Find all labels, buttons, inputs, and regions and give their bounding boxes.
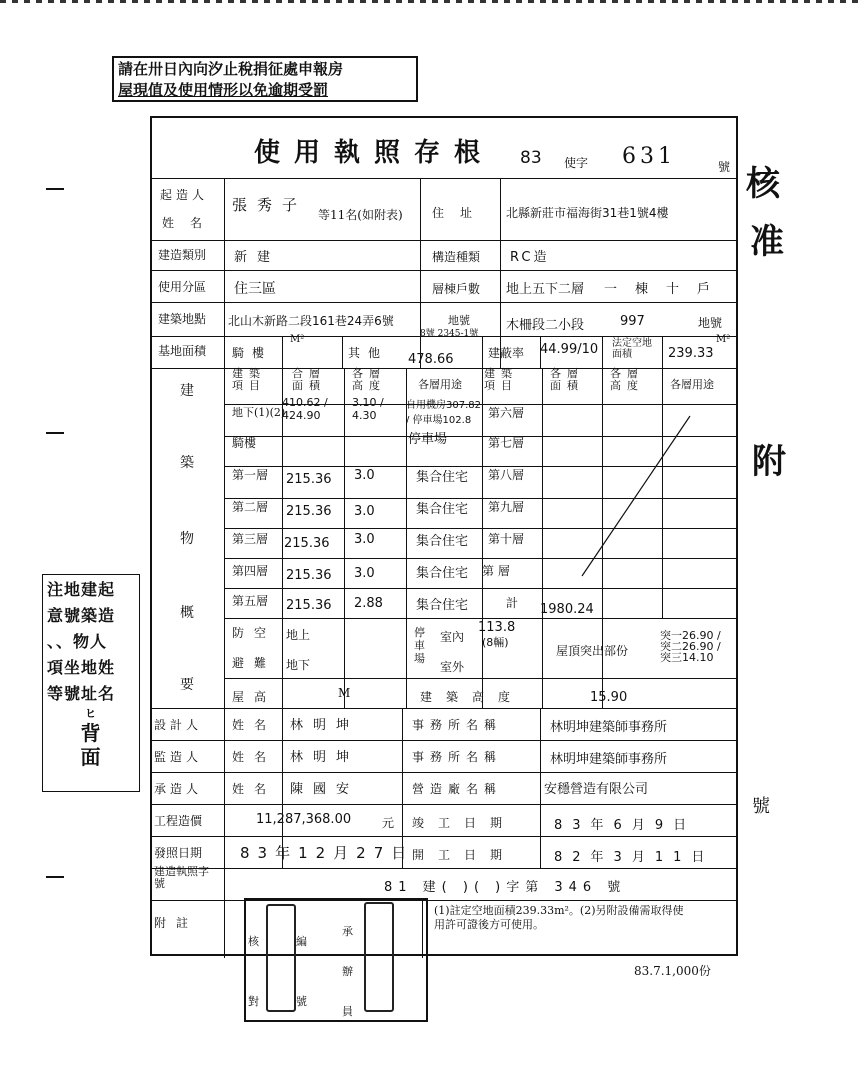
site-value: 北山木新路二段161巷24弄6號: [228, 314, 394, 328]
right-margin-char-1: 核: [746, 164, 780, 204]
officer-stamp-1: [266, 904, 296, 1012]
floor-use-4: 集合住宅: [416, 566, 469, 581]
owner-extra: 等11名(如附表): [318, 208, 403, 222]
base-label: 基地面積: [158, 344, 207, 358]
notice-line-2: 屋現值及使用情形以免逾期受罰: [118, 81, 329, 99]
floor-area-5: 215.36: [286, 598, 332, 613]
scan-mark: [46, 188, 64, 190]
designer-office-label: 事務所名稱: [412, 718, 503, 732]
floor-item-1: 第一層: [232, 468, 269, 482]
permit-year: 83: [520, 148, 542, 168]
parking-indoor-value: 113.8: [478, 620, 516, 635]
floor-height-3: 3.0: [354, 532, 375, 547]
floor-use-5: 集合住宅: [416, 598, 469, 613]
side-char-2: 築: [180, 455, 194, 471]
permit-number: 631: [622, 144, 676, 169]
floor-area-b: 410.62 / 424.90: [282, 396, 328, 422]
print-info: 83.7.1,000份: [634, 964, 711, 978]
start-label: 開工日期: [412, 848, 517, 862]
issue-date: 83年12月27日: [240, 844, 415, 862]
supervisor-role: 監造人: [154, 750, 203, 764]
notice-line-1: 請在卅日內向汐止稅捐征處申報房: [118, 60, 344, 78]
building-height-label: 建築高度: [420, 690, 525, 704]
floors-value: 地上五下二層: [506, 282, 585, 297]
contractor-name: 陳國安: [290, 782, 360, 797]
tax-notice: [112, 56, 418, 102]
supervisor-office-label: 事務所名稱: [412, 750, 503, 764]
parking-outdoor: 室外: [440, 660, 465, 674]
owner-label-1: 起造人: [160, 188, 209, 202]
floor-area-2: 215.36: [286, 504, 332, 519]
start-date: 82年3月11日: [554, 850, 715, 865]
side-note-back-2: 面: [80, 745, 102, 769]
floor-height-4: 3.0: [354, 566, 375, 581]
right-margin-char-4: 號: [752, 796, 770, 817]
designer-role: 設計人: [154, 718, 203, 732]
lot-area: 木柵段二小段: [506, 318, 585, 333]
floor-use-2: 集合住宅: [416, 502, 469, 517]
remarks-label: 附註: [154, 916, 199, 930]
remarks-text-2: 用許可證後方可使用。: [434, 918, 544, 931]
floor-item2-10: 第十層: [488, 532, 525, 546]
side-char-5: 要: [180, 677, 194, 693]
col-head-1: 建築項目: [232, 367, 266, 392]
completion-date: 83年6月9日: [554, 818, 697, 833]
zone-value: 住三區: [234, 281, 276, 297]
scan-mark: [46, 876, 64, 878]
side-note-line-2: 意號築造: [47, 606, 116, 625]
col-head-5: 建築項目: [484, 367, 518, 392]
shelter-label-2: 避難: [232, 656, 277, 670]
shelter-below: 地下: [286, 658, 311, 672]
contractor-role: 承造人: [154, 782, 203, 796]
floor-height-1: 3.0: [354, 468, 375, 483]
floor-item-5: 第五層: [232, 594, 269, 608]
owner-address: 北縣新莊市福海街31巷1號4樓: [506, 206, 669, 220]
floor-area-3: 215.36: [284, 536, 330, 551]
cost-label: 工程造價: [154, 814, 203, 828]
ratio-label: 建蔽率: [488, 346, 525, 360]
side-note-line-3: 、、物人: [47, 632, 108, 651]
floor-height-b: 3.10 / 4.30: [352, 396, 384, 422]
supervisor-office: 林明坤建築師事務所: [550, 752, 668, 767]
lot-suffix: 地號: [698, 316, 723, 330]
base-unit-1: M²: [290, 334, 305, 345]
designer-name: 林明坤: [290, 718, 360, 733]
cost-unit: 元: [382, 816, 395, 830]
floor-use-b: 自用機房307.82 / 停車場102.8: [406, 400, 481, 426]
floor-item2-9: 第九層: [488, 500, 525, 514]
house-height-label: 屋高: [232, 690, 277, 704]
side-char-3: 物: [180, 531, 194, 547]
base-area: 478.66: [408, 352, 454, 367]
floor-total-label: 計: [506, 596, 519, 610]
floor-use-arcade: 停車場: [408, 432, 448, 447]
floor-use-3: 集合住宅: [416, 534, 469, 549]
col-head-8: 各層用途: [670, 378, 714, 391]
struct-label: 構造種類: [432, 250, 481, 264]
form-title: 使用執照存根: [254, 138, 495, 168]
floor-item2-6: 第六層: [488, 406, 525, 420]
owner-label-2: 姓名: [162, 216, 219, 230]
side-note-line-1: 注地建起: [47, 580, 116, 599]
zone-label: 使用分區: [158, 280, 207, 294]
side-note-mark: ヒ: [85, 707, 97, 720]
floor-item-3: 第三層: [232, 532, 269, 546]
side-note-line-4: 項坐地姓: [47, 658, 116, 677]
parking-label: 停車場: [414, 626, 425, 665]
strike-line: [542, 406, 692, 586]
parking-indoor: 室內: [440, 630, 465, 644]
scan-mark: [46, 432, 64, 434]
type-value: 新建: [234, 250, 281, 265]
site-label: 建築地點: [158, 312, 207, 326]
base-a: 騎樓: [232, 346, 273, 360]
floor-item2-8: 第八層: [488, 468, 525, 482]
supervisor-name-label: 姓名: [232, 750, 277, 764]
open-value: 239.33: [668, 346, 714, 361]
col-head-3: 各層高度: [352, 367, 386, 392]
struct-value: RC造: [510, 250, 550, 265]
side-note-line-5: 等號址名: [47, 684, 116, 703]
open-label: 法定空地面積: [612, 338, 652, 360]
floor-item-b: 地下(1)(2): [232, 406, 286, 419]
shelter-above: 地上: [286, 628, 311, 642]
col-head-4: 各層用途: [418, 378, 462, 391]
seal-label-3: 承辦員: [342, 925, 353, 1018]
floor-item-arcade: 騎樓: [232, 436, 257, 450]
col-head-2: 合層面積: [292, 367, 326, 392]
side-char-1: 建: [180, 383, 194, 399]
roof-values: 突一26.90 / 突二26.90 / 突三14.10: [660, 629, 721, 664]
completion-label: 竣工日期: [412, 816, 517, 830]
floor-item2-n: 第 層: [482, 564, 510, 578]
ratio-value: 44.99/10: [540, 342, 599, 357]
permit-value: 81 建( )( )字第 346 號: [384, 880, 627, 895]
building-height: 15.90: [590, 690, 628, 705]
contractor-firm: 安穩營造有限公司: [544, 782, 649, 797]
permit-label: 建造執照字號: [154, 865, 209, 890]
scan-edge: [0, 0, 864, 3]
contractor-name-label: 姓名: [232, 782, 277, 796]
lot-label: 地號: [448, 314, 470, 327]
col-head-6: 各層面積: [550, 367, 584, 392]
right-margin-char-2: 准: [750, 222, 784, 262]
remarks-text-1: (1)註定空地面積239.33m²。(2)另附設備需取得使: [434, 904, 684, 917]
floor-height-5: 2.88: [354, 596, 383, 611]
floor-item-2: 第二層: [232, 500, 269, 514]
side-char-4: 概: [180, 605, 194, 621]
issue-label: 發照日期: [154, 846, 203, 860]
designer-name-label: 姓名: [232, 718, 277, 732]
parking-indoor-note: (8輛): [482, 636, 509, 649]
cost-value: 11,287,368.00: [256, 812, 352, 827]
floor-area-4: 215.36: [286, 568, 332, 583]
lot-number: 997: [620, 314, 645, 329]
side-note: [42, 574, 140, 792]
floor-area-1: 215.36: [286, 472, 332, 487]
floor-total: 1980.24: [540, 602, 594, 617]
supervisor-name: 林明坤: [290, 750, 360, 765]
base-unit-2: M²: [716, 334, 731, 345]
permit-zi: 使字: [564, 156, 589, 170]
floor-use-1: 集合住宅: [416, 470, 469, 485]
permit-hao: 號: [718, 160, 731, 174]
floor-item-4: 第四層: [232, 564, 269, 578]
floor-height-2: 3.0: [354, 504, 375, 519]
floors-label: 層棟戶數: [432, 282, 481, 296]
designer-office: 林明坤建築師事務所: [550, 720, 668, 735]
side-note-back-1: 背: [80, 721, 102, 745]
address-label: 住址: [432, 206, 489, 220]
roof-label: 屋頂突出部份: [556, 644, 629, 658]
col-head-7: 各層高度: [610, 367, 644, 392]
seal-label-2: 編號: [296, 935, 307, 1008]
floor-item2-7: 第七層: [488, 436, 525, 450]
type-label: 建造類別: [158, 248, 207, 262]
base-b: 其他: [348, 346, 389, 360]
lot-note: 8號 2345-1號: [420, 329, 479, 339]
shelter-label-1: 防空: [232, 626, 277, 640]
seal-label-1: 核對: [248, 935, 259, 1008]
officer-stamp-2: [364, 902, 394, 1012]
building-count: 一棟十戶: [604, 282, 729, 297]
right-margin-char-3: 附: [752, 442, 786, 482]
house-height-m: M: [338, 686, 351, 700]
contractor-firm-label: 營造廠名稱: [412, 782, 503, 796]
owner-name: 張秀子: [232, 196, 308, 214]
